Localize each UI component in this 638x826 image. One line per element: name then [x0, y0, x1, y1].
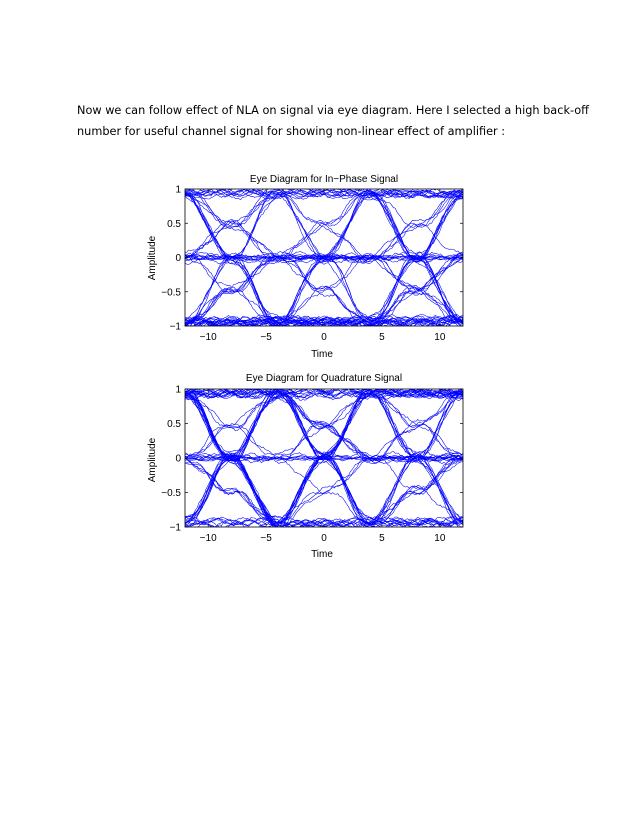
chart-title: Eye Diagram for In−Phase Signal	[249, 174, 399, 185]
y-tick-label: −0.5	[161, 287, 181, 299]
eye-trace	[185, 199, 463, 326]
eye-trace	[185, 385, 463, 521]
x-axis-label: Time	[311, 349, 333, 360]
eye-trace	[185, 196, 463, 329]
x-tick-label: 0	[321, 533, 327, 544]
y-tick-label: 0.5	[167, 218, 181, 230]
eye-trace	[185, 398, 463, 459]
y-tick-label: 1	[175, 384, 181, 396]
x-tick-label: −10	[199, 332, 217, 343]
in-phase-eye-diagram	[147, 174, 463, 360]
tick-group	[161, 185, 463, 344]
paragraph-line-2: number for useful channel signal for showing non-linear effect of amplifier :	[77, 125, 506, 138]
y-axis-label: Amplitude	[147, 235, 158, 281]
x-tick-label: −5	[260, 533, 272, 544]
y-axis-label: Amplitude	[147, 437, 158, 483]
x-tick-label: −5	[260, 332, 272, 343]
eye-trace	[185, 196, 463, 264]
y-tick-label: 0.5	[167, 419, 181, 430]
trace-group	[185, 385, 463, 530]
y-tick-label: 1	[175, 184, 181, 196]
paragraph-line-1: Now we can follow effect of NLA on signal via eye diagram. Here I selected a high back-off	[77, 104, 589, 117]
x-tick-label: 5	[379, 332, 385, 343]
x-tick-label: 10	[434, 332, 446, 343]
x-axis-label: Time	[311, 549, 333, 560]
y-tick-label: 0	[175, 453, 181, 465]
y-tick-label: −0.5	[161, 488, 181, 499]
y-tick-label: −1	[169, 522, 181, 534]
eye-trace	[185, 187, 463, 319]
trace-group	[185, 186, 463, 330]
chart-title: Eye Diagram for Quadrature Signal	[245, 373, 403, 384]
quadrature-eye-diagram	[147, 373, 463, 560]
y-tick-label: −1	[169, 321, 181, 333]
x-tick-label: −10	[199, 533, 217, 544]
x-tick-label: 5	[379, 533, 385, 544]
x-tick-label: 10	[434, 533, 446, 544]
y-tick-label: 0	[175, 253, 181, 264]
x-tick-label: 0	[321, 332, 327, 343]
